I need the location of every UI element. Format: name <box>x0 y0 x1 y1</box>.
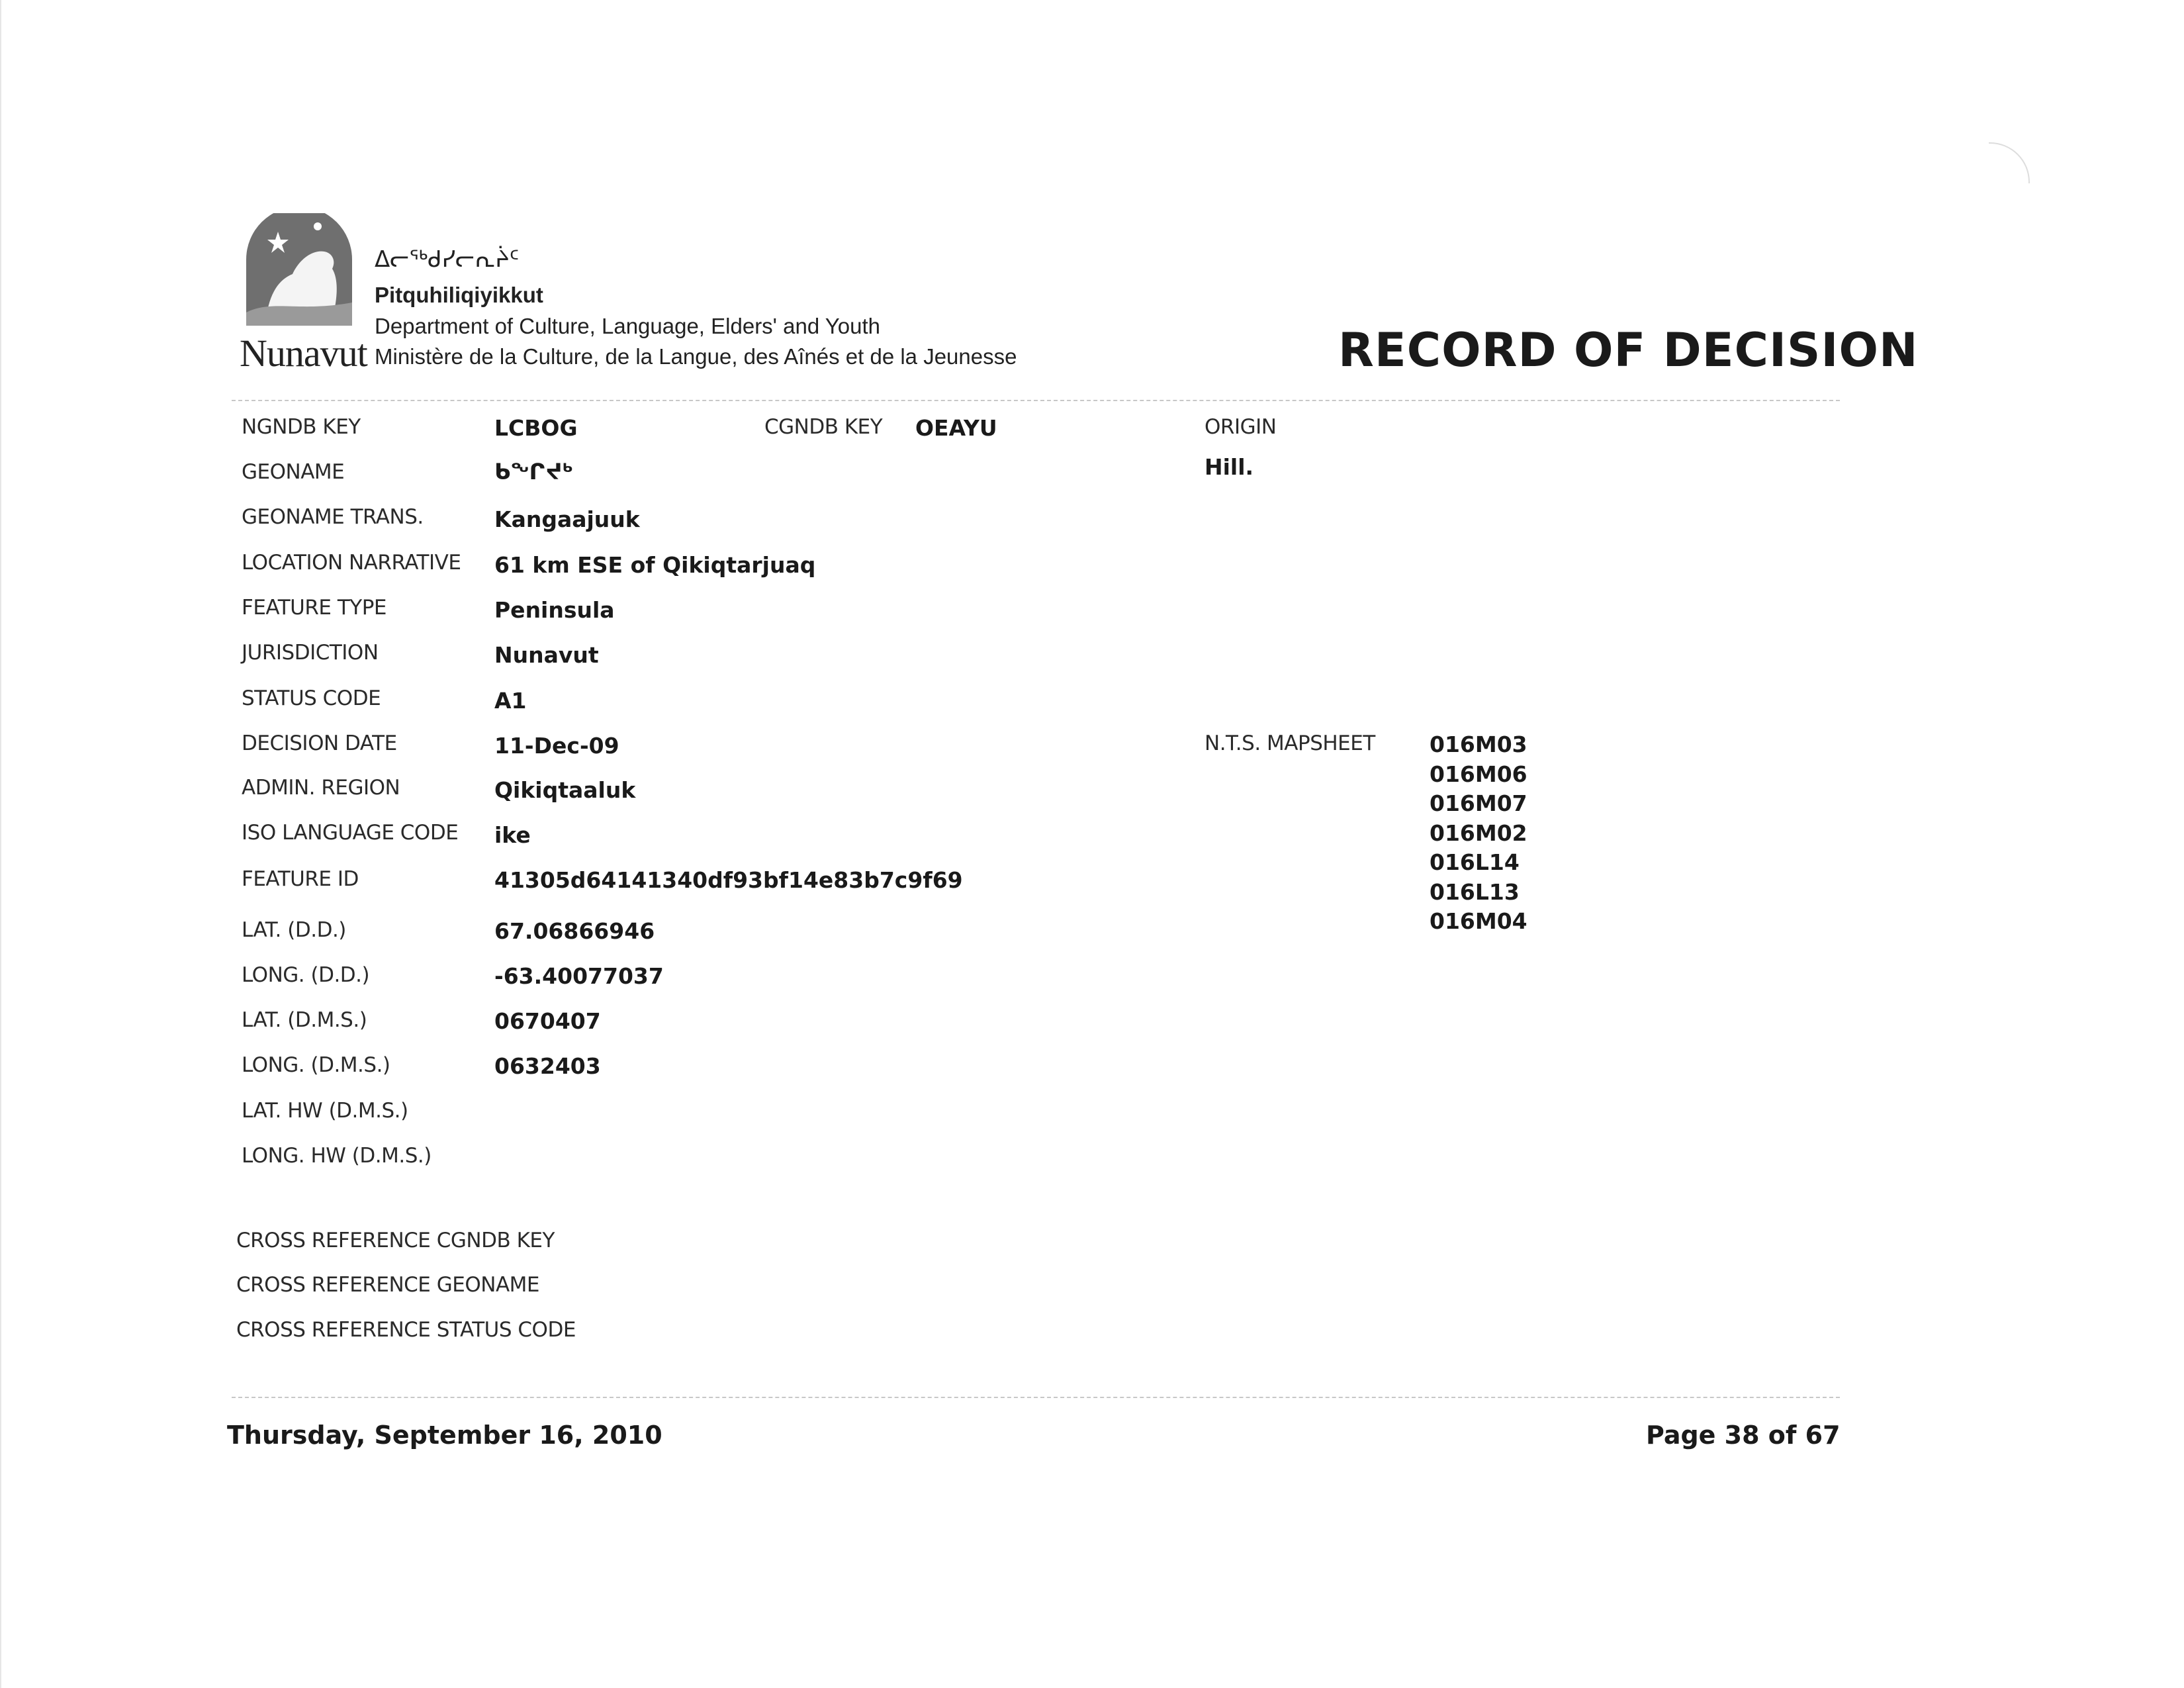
feature-id-label: FEATURE ID <box>242 867 359 891</box>
cross-ref-geoname-label: CROSS REFERENCE GEONAME <box>236 1273 539 1297</box>
cgndb-key-value: OEAYU <box>915 415 997 441</box>
polar-bear-emblem <box>240 213 359 332</box>
iso-language-value: ike <box>494 822 531 848</box>
scan-edge <box>0 0 1 1688</box>
lat-dms-label: LAT. (D.M.S.) <box>242 1008 367 1032</box>
nts-mapsheet-item: 016L14 <box>1430 849 1520 875</box>
geoname-label: GEONAME <box>242 460 345 484</box>
nts-mapsheet-item: 016M04 <box>1430 908 1527 934</box>
scan-mark <box>1989 142 2030 183</box>
long-dms-value: 0632403 <box>494 1053 601 1079</box>
nts-mapsheet-item: 016M07 <box>1430 790 1527 816</box>
geoname-trans-value: Kangaajuuk <box>494 506 640 532</box>
geoname-value: ᑲᖏᔪᒃ <box>494 459 574 485</box>
origin-label: ORIGIN <box>1205 415 1277 439</box>
footer-date: Thursday, September 16, 2010 <box>227 1421 662 1450</box>
long-dms-label: LONG. (D.M.S.) <box>242 1053 390 1077</box>
decision-date-value: 11-Dec-09 <box>494 733 619 759</box>
status-code-value: A1 <box>494 688 527 714</box>
feature-type-value: Peninsula <box>494 597 615 623</box>
department-inuktitut: Pitquhiliqiyikkut <box>375 283 543 307</box>
department-french: Ministère de la Culture, de la Langue, des Aînés et de la Jeunesse <box>375 344 1017 369</box>
ngndb-key-value: LCBOG <box>494 415 578 441</box>
status-code-label: STATUS CODE <box>242 686 381 710</box>
feature-id-value: 41305d64141340df93bf14e83b7c9f69 <box>494 867 963 893</box>
logo-wordmark: Nunavut <box>240 332 367 375</box>
lat-dms-value: 0670407 <box>494 1008 601 1034</box>
page-title: RECORD OF DECISION <box>1338 323 1919 377</box>
feature-type-label: FEATURE TYPE <box>242 596 387 620</box>
cross-ref-status-code-label: CROSS REFERENCE STATUS CODE <box>236 1318 576 1342</box>
long-dd-value: -63.40077037 <box>494 963 664 989</box>
lat-dd-value: 67.06866946 <box>494 918 655 944</box>
ngndb-key-label: NGNDB KEY <box>242 415 361 439</box>
lat-dd-label: LAT. (D.D.) <box>242 918 346 942</box>
nts-mapsheet-item: 016L13 <box>1430 878 1520 905</box>
nts-mapsheet-list <box>1430 730 1527 937</box>
nts-mapsheet-item: 016M03 <box>1430 731 1527 757</box>
long-hw-label: LONG. HW (D.M.S.) <box>242 1144 432 1168</box>
nts-mapsheet-label: N.T.S. MAPSHEET <box>1205 731 1375 755</box>
location-narrative-value: 61 km ESE of Qikiqtarjuaq <box>494 552 816 578</box>
department-english: Department of Culture, Language, Elders' and Youth <box>375 314 880 338</box>
decision-date-label: DECISION DATE <box>242 731 397 755</box>
long-dd-label: LONG. (D.D.) <box>242 963 370 987</box>
nts-mapsheet-item: 016M02 <box>1430 820 1527 846</box>
admin-region-label: ADMIN. REGION <box>242 776 400 800</box>
lat-hw-label: LAT. HW (D.M.S.) <box>242 1099 408 1123</box>
location-narrative-label: LOCATION NARRATIVE <box>242 551 461 575</box>
footer-divider <box>232 1397 1840 1398</box>
nunavut-logo <box>240 213 367 375</box>
geoname-trans-label: GEONAME TRANS. <box>242 505 424 529</box>
cgndb-key-label: CGNDB KEY <box>764 415 883 439</box>
jurisdiction-value: Nunavut <box>494 642 599 668</box>
cross-ref-cgndb-key-label: CROSS REFERENCE CGNDB KEY <box>236 1229 555 1252</box>
department-syllabics: ᐃᓕᖅᑯᓯᓕᕆᔩᑦ <box>375 247 520 272</box>
jurisdiction-label: JURISDICTION <box>242 641 379 665</box>
admin-region-value: Qikiqtaaluk <box>494 777 636 803</box>
nts-mapsheet-item: 016M06 <box>1430 761 1527 787</box>
header-divider <box>232 400 1840 401</box>
page-number: Page 38 of 67 <box>1646 1421 1841 1450</box>
origin-value: Hill. <box>1205 454 1254 480</box>
iso-language-label: ISO LANGUAGE CODE <box>242 821 459 845</box>
